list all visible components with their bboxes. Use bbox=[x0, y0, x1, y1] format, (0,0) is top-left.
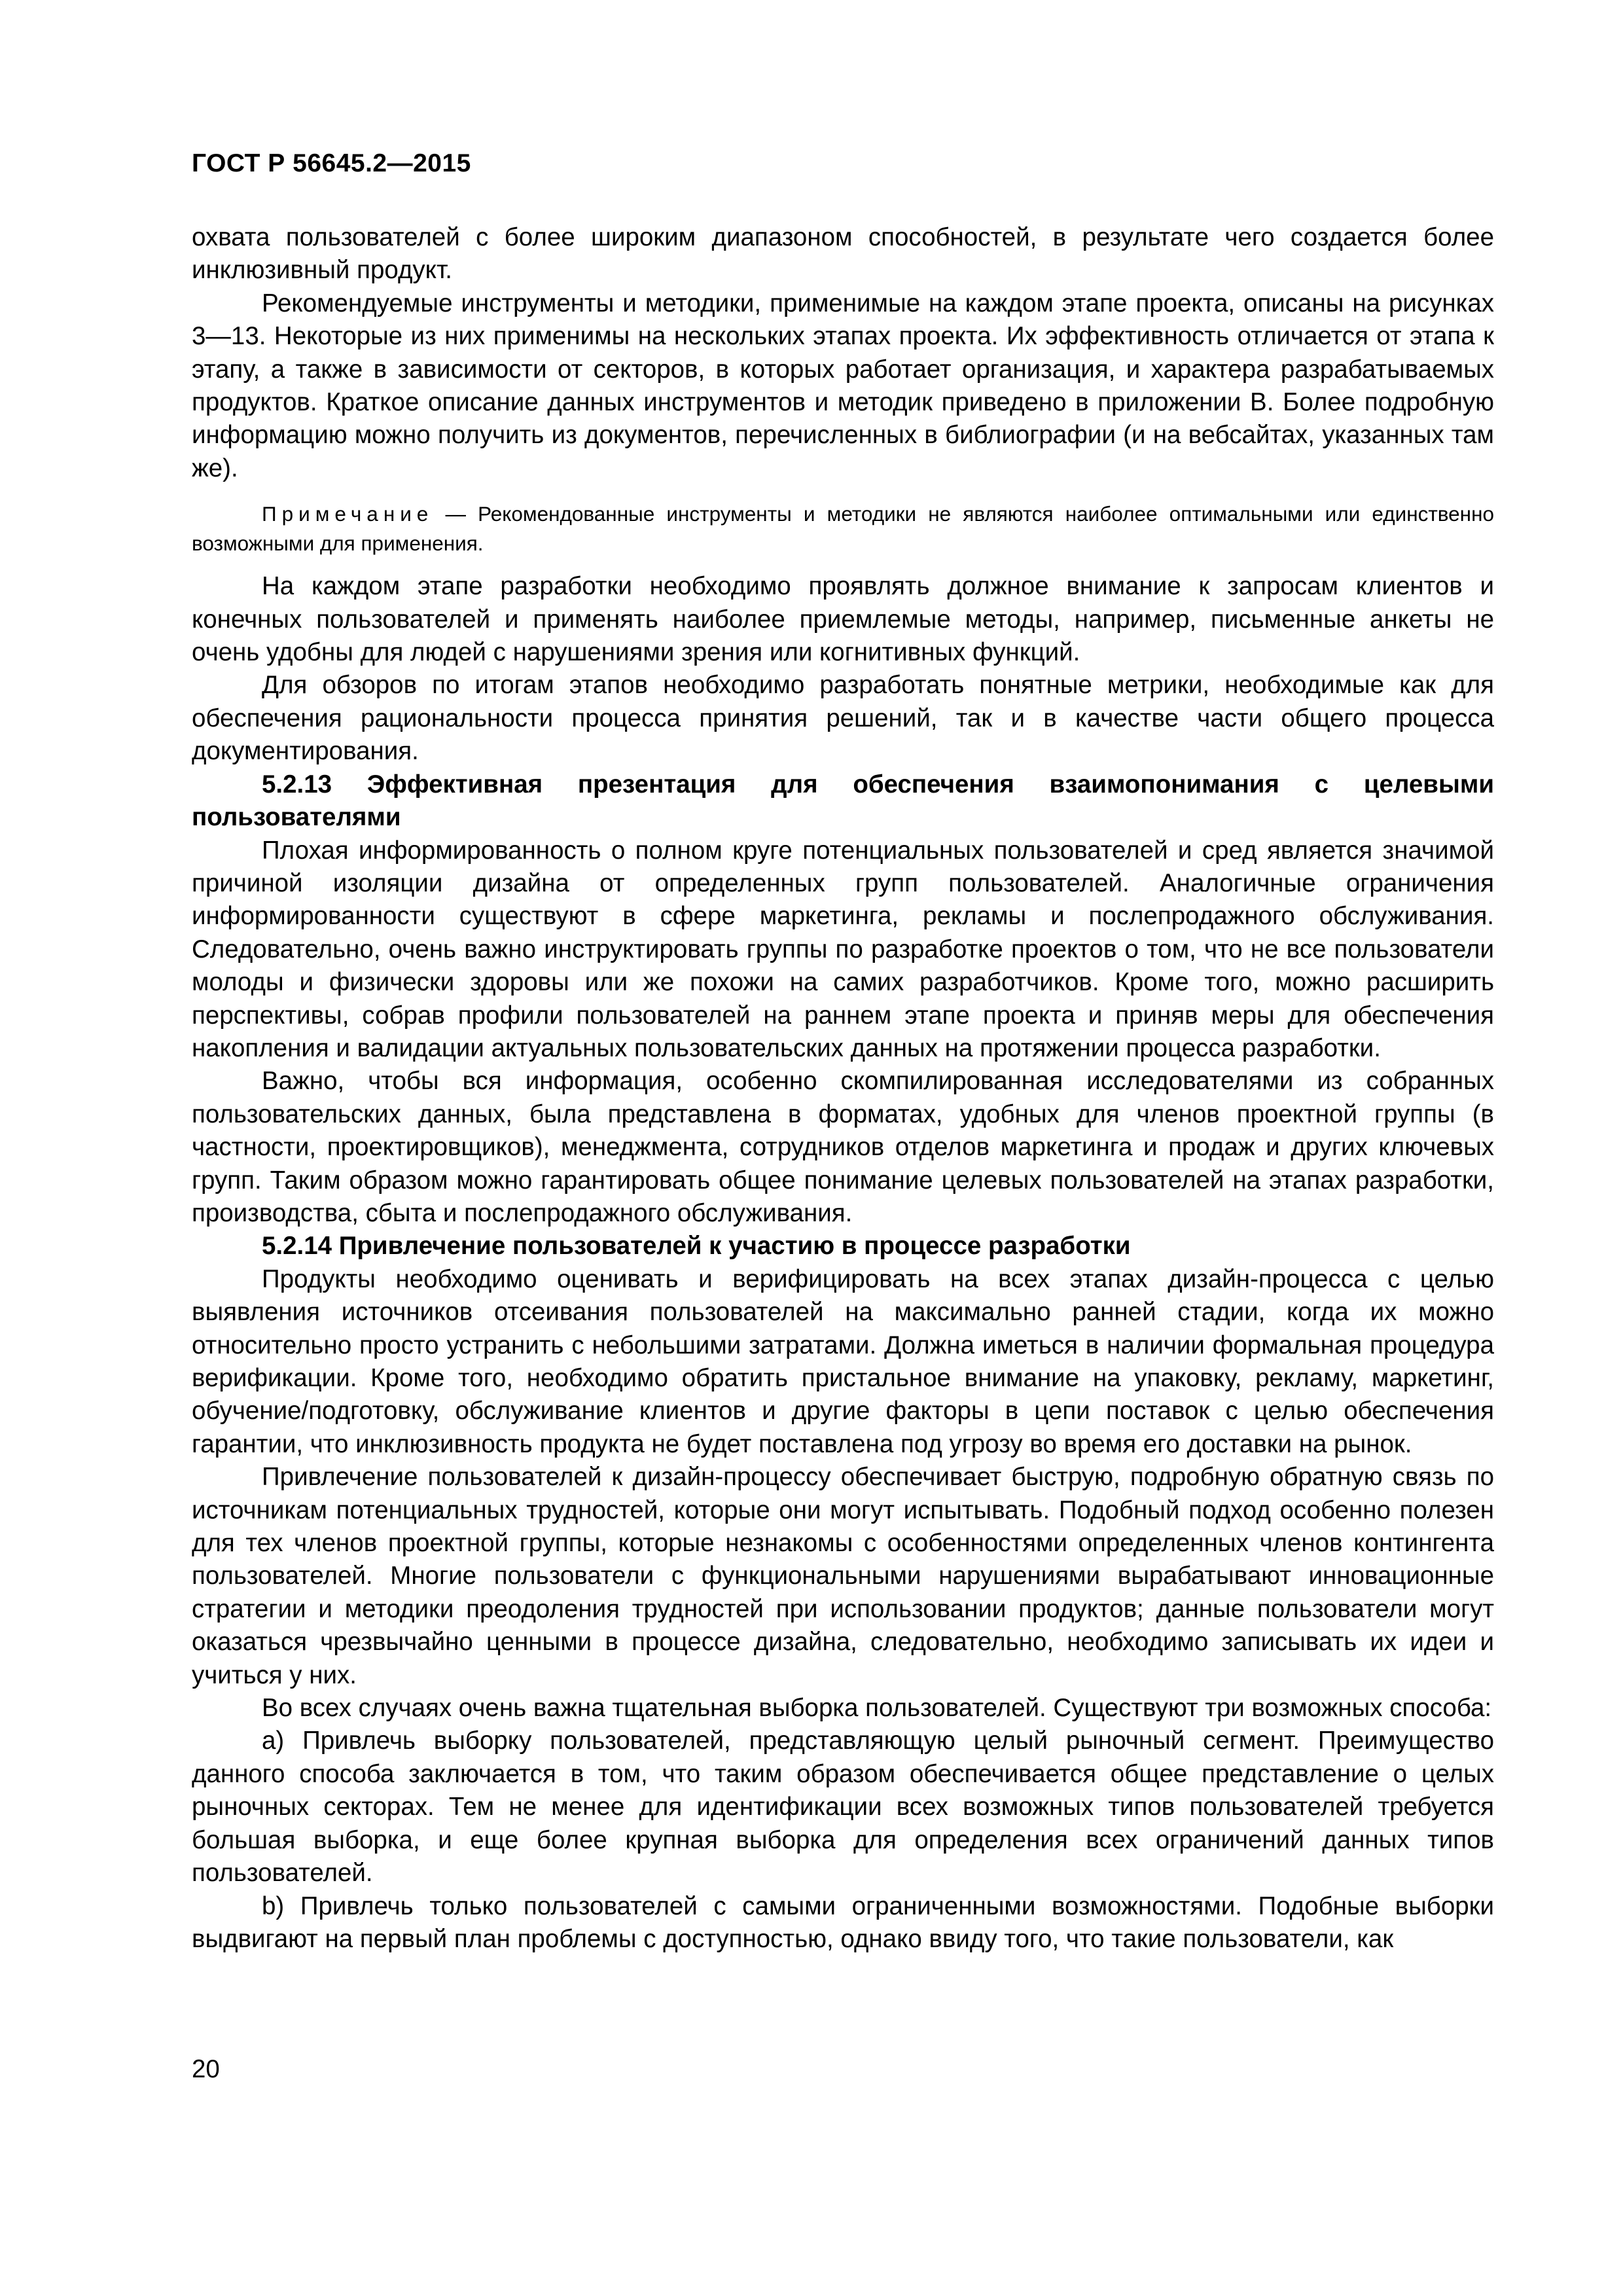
page-number: 20 bbox=[192, 2055, 220, 2083]
section-heading-5-2-13: 5.2.13 Эффективная презентация для обеспечения взаимопонимания с целевыми пользователями bbox=[192, 770, 1494, 832]
section-heading-5-2-14: 5.2.14 Привлечение пользователей к участию в процессе разработки bbox=[262, 1232, 1131, 1261]
page-body bbox=[192, 221, 1494, 1956]
paragraph: Привлечение пользователей к дизайн-процессу обеспечивает быструю, подробную обратную связь по источникам потенциальных трудностей, которые они могут испытывать. Подобный подход особенно полезен для тех членов проектной группы, которые незнакомы с особенностями определенных членов контингента пользователей. Многие пользователи с функциональными нарушениями вырабатывают инновационные стратегии и методики преодоления трудностей при использовании продуктов; данные пользователи могут оказаться чрезвычайно ценными в процессе дизайна, следовательно, необходимо записывать их идеи и учиться у них. bbox=[192, 1463, 1494, 1689]
list-item-b: b) Привлечь только пользователей с самыми ограниченными возможностями. Подобные выборки выдвигают на первый план проблемы с доступностью, однако ввиду того, что такие пользователи, как bbox=[192, 1892, 1494, 1953]
note bbox=[192, 499, 1494, 558]
paragraph: Рекомендуемые инструменты и методики, применимые на каждом этапе проекта, описаны на рисунках 3—13. Некоторые из них применимы на нескольких этапах проекта. Их эффективность отличается от этапа к этапу, а также в зависимости от секторов, в которых работает организация, и характера разрабатываемых продуктов. Краткое описание данных инструментов и методик приведено в приложении В. Более подробную информацию можно получить из документов, перечисленных в библиографии (и на вебсайтах, указанных там же). bbox=[192, 289, 1494, 482]
document-code-header: ГОСТ Р 56645.2—2015 bbox=[192, 149, 471, 177]
paragraph: Для обзоров по итогам этапов необходимо разработать понятные метрики, необходимые как для обеспечения рациональности процесса принятия решений, так и в качестве части общего процесса документирования. bbox=[192, 671, 1494, 766]
paragraph: охвата пользователей с более широким диапазоном способностей, в результате чего создается более инклюзивный продукт. bbox=[192, 223, 1494, 285]
list-item-a: a) Привлечь выборку пользователей, представляющую целый рыночный сегмент. Преимущество данного способа заключается в том, что таким образом обеспечивается общее представление о целых рыночных секторах. Тем не менее для идентификации всех возможных типов пользователей требуется большая выборка, и еще более крупная выборка для определения всех ограничений данных типов пользователей. bbox=[192, 1727, 1494, 1888]
paragraph: Важно, чтобы вся информация, особенно скомпилированная исследователями из собранных пользовательских данных, была представлена в форматах, удобных для членов проектной группы (в частности, проектировщиков), менеджмента, сотрудников отделов маркетинга и продаж и других ключевых групп. Таким образом можно гарантировать общее понимание целевых пользователей на этапах разработки, производства, сбыта и послепродажного обслуживания. bbox=[192, 1067, 1494, 1227]
paragraph: Плохая информированность о полном круге потенциальных пользователей и сред является значимой причиной изоляции дизайна от определенных групп пользователей. Аналогичные ограничения информированности существуют в сфере маркетинга, рекламы и послепродажного обслуживания. Следовательно, очень важно инструктировать группы по разработке проектов о том, что не все пользователи молоды и физически здоровы или же похожи на самих разработчиков. Кроме того, можно расширить перспективы, собрав профили пользователей на раннем этапе проекта и приняв меры для обеспечения накопления и валидации актуальных пользовательских данных на протяжении процесса разработки. bbox=[192, 836, 1494, 1062]
note-text: — Рекомендованные инструменты и методики не являются наиболее оптимальными или единственно возможными для применения. bbox=[192, 502, 1494, 556]
paragraph: На каждом этапе разработки необходимо проявлять должное внимание к запросам клиентов и конечных пользователей и применять наиболее приемлемые методы, например, письменные анкеты не очень удобны для людей с нарушениями зрения или когнитивных функций. bbox=[192, 572, 1494, 667]
paragraph: Во всех случаях очень важна тщательная выборка пользователей. Существуют три возможных способа: bbox=[262, 1694, 1492, 1723]
paragraph: Продукты необходимо оценивать и верифицировать на всех этапах дизайн-процесса с целью выявления источников отсеивания пользователей на максимально ранней стадии, когда их можно относительно просто устранить с небольшими затратами. Должна иметься в наличии формальная процедура верификации. Кроме того, необходимо обратить пристальное внимание на упаковку, рекламу, маркетинг, обучение/подготовку, обслуживание клиентов и другие факторы в цепи поставок с целью обеспечения гарантии, что инклюзивность продукта не будет поставлена под угрозу во время его доставки на рынок. bbox=[192, 1265, 1494, 1458]
note-label: Примечание bbox=[262, 502, 434, 526]
